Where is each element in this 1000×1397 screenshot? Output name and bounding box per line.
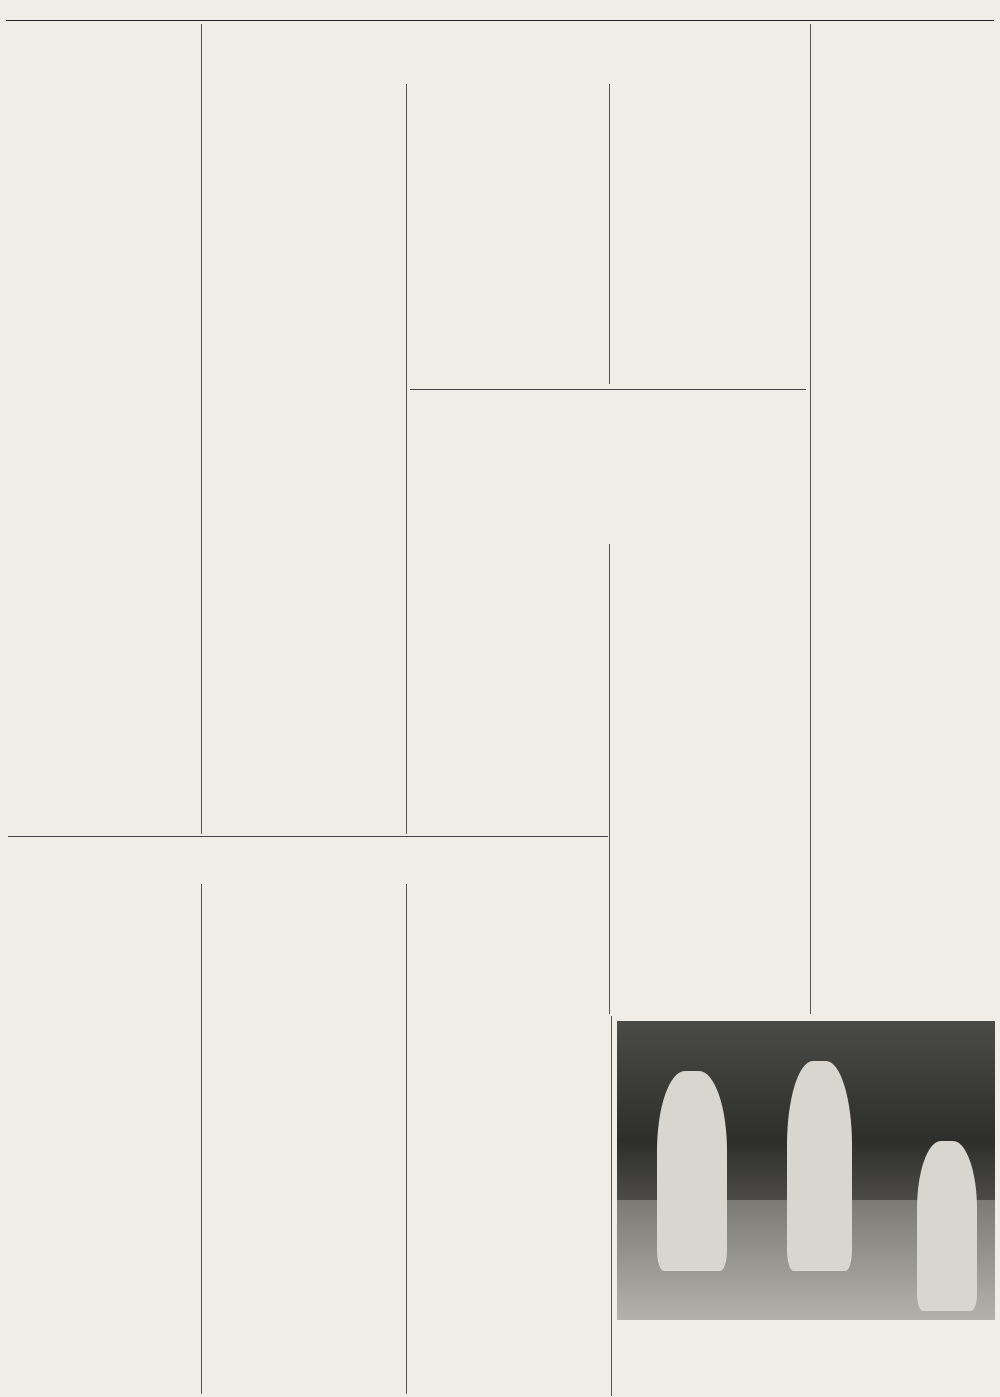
column-divider [406, 84, 407, 834]
header-rule [6, 20, 994, 21]
column-divider [201, 884, 202, 1394]
runner-2 [787, 1061, 852, 1271]
diskont-text-2 [613, 544, 805, 1012]
runner-1 [657, 1071, 727, 1271]
finanz-text-1 [8, 884, 198, 1394]
diskont-lead [410, 434, 806, 540]
right-column [815, 26, 995, 1014]
finanz-text-2 [206, 884, 402, 1394]
finanz-text-3 [410, 884, 606, 1394]
markt-text-1 [206, 84, 402, 834]
runner-3 [917, 1141, 977, 1311]
sports-photo [617, 1021, 995, 1320]
column-divider [406, 884, 407, 1394]
diskont-text-1 [410, 544, 606, 834]
section-rule [410, 389, 806, 390]
photo-caption [617, 1338, 995, 1396]
column-divider [609, 544, 610, 1014]
column-divider [611, 1016, 612, 1396]
markt-text-2 [410, 84, 606, 386]
section-rule [8, 836, 608, 837]
column-divider [201, 24, 202, 834]
local-news-column [8, 26, 198, 801]
column-divider [609, 84, 610, 384]
markt-text-3 [613, 84, 805, 386]
column-divider [810, 24, 811, 1014]
